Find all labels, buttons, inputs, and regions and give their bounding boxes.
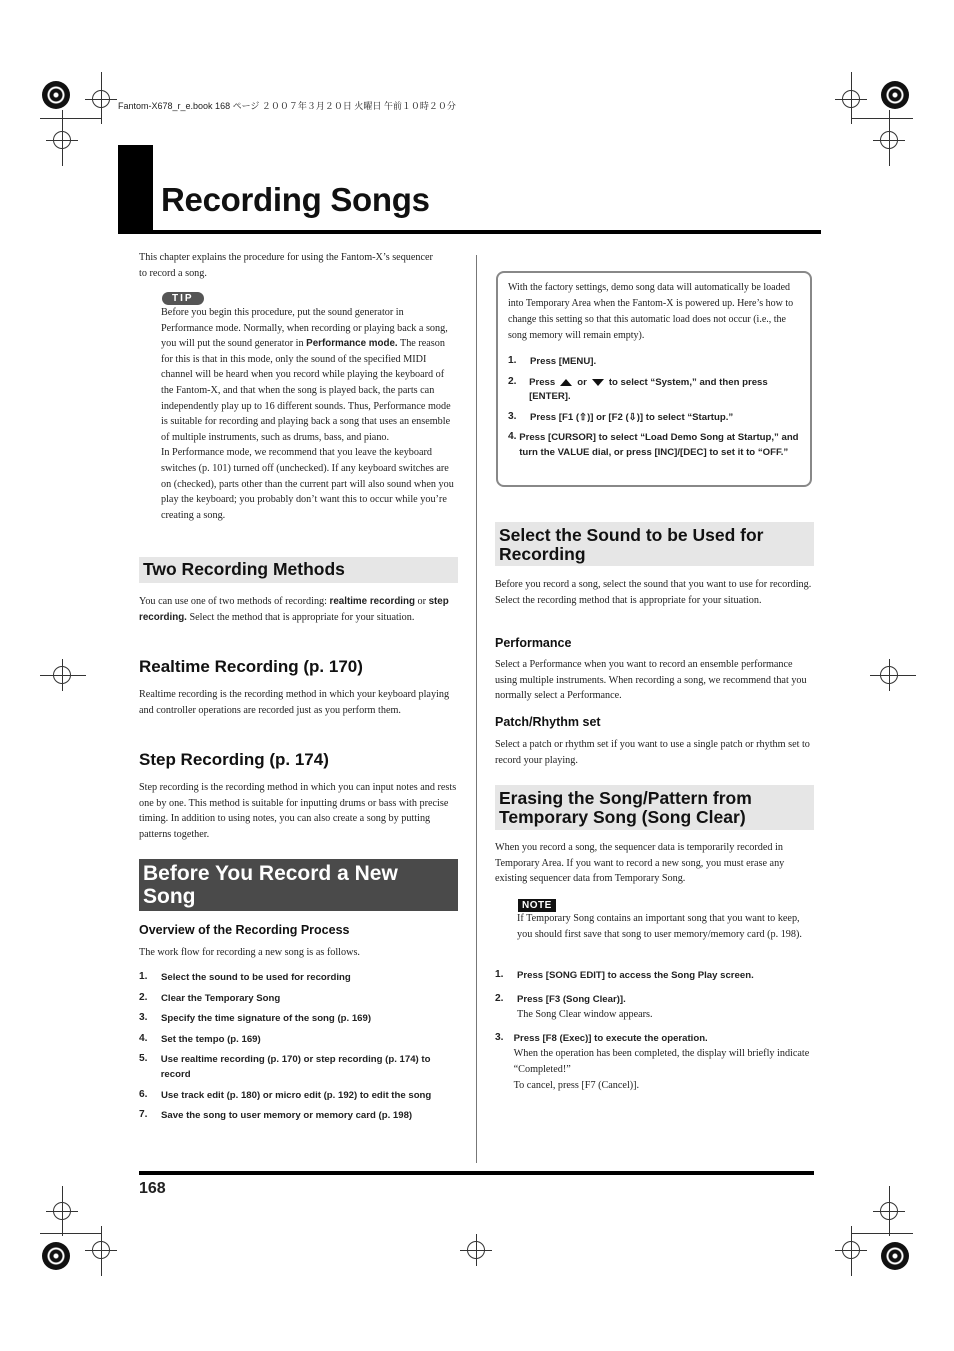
down-arrow-icon bbox=[592, 379, 604, 386]
select-sound-text: Before you record a song, select the sound that you want to use for recording. Select the recording method that is appropriate for your situation. bbox=[495, 579, 812, 606]
erasing-heading: Erasing the Song/Pattern from Temporary Song (Song Clear) bbox=[499, 788, 752, 827]
performance-heading: Performance bbox=[495, 636, 572, 650]
erasing-text: When you record a song, the sequencer data is temporarily recorded in Temporary Area. If you want to record a new song, you must erase any existing sequencer data from Temporary Song. bbox=[495, 842, 785, 885]
chapter-marker bbox=[118, 145, 153, 233]
list-item: 3. Press [F1 (⇧)] or [F2 (⇩)] to select “Startup.” bbox=[508, 410, 734, 423]
page-number: 168 bbox=[139, 1180, 166, 1197]
tip-badge: TIP bbox=[162, 288, 204, 306]
overview-steps bbox=[139, 971, 459, 1124]
registration-mark-icon bbox=[42, 1242, 70, 1270]
step-recording-heading: Step Recording (p. 174) bbox=[139, 750, 329, 769]
note-badge: NOTE bbox=[518, 895, 556, 913]
file-header: Fantom-X678_r_e.book 168 ページ ２００７年３月２０日 火曜日 午前１０時２０分 bbox=[118, 101, 456, 111]
two-methods-text: You can use one of two methods of recording: realtime recording or step recording. Select the method that is appropriate for your situation. bbox=[139, 596, 449, 623]
erasing-section-header bbox=[495, 785, 814, 830]
overview-heading: Overview of the Recording Process bbox=[139, 923, 350, 937]
list-item: 1. Press [MENU]. bbox=[508, 355, 597, 367]
realtime-heading: Realtime Recording (p. 170) bbox=[139, 657, 363, 676]
chapter-rule bbox=[118, 230, 821, 234]
demo-box-text: With the factory settings, demo song data will automatically be loaded into Temporary Area when the Fantom-X is powered up. Here’s how to change this setting so that this automatic load does not occur (i.e., the song memory will remain empty). bbox=[508, 282, 794, 341]
registration-mark-icon bbox=[881, 81, 909, 109]
performance-text: Select a Performance when you want to record an ensemble performance using multiple instruments. When recording a song, we recommend that you normally select a Performance. bbox=[495, 659, 807, 702]
list-item: 2. Press [F3 (Song Clear)]. The Song Clear window appears. bbox=[495, 992, 653, 1021]
list-item: 2. Press or to select “System,” and then press [ENTER]. bbox=[508, 375, 768, 403]
list-item: 3. Press [F8 (Exec)] to execute the operation. When the operation has been completed, the display will briefly indicate “Completed!” To cancel, press [F7 (Cancel)]. bbox=[495, 1031, 810, 1091]
list-item: 3. Specify the time signature of the song (p. 169) bbox=[139, 1012, 372, 1025]
list-item: 1. Press [SONG EDIT] to access the Song Play screen. bbox=[495, 969, 754, 981]
list-item: 5. Use realtime recording (p. 170) or step recording (p. 174) to record bbox=[139, 1053, 431, 1080]
list-item: 1. Select the sound to be used for recording bbox=[139, 971, 351, 983]
column-divider bbox=[476, 255, 477, 1163]
two-methods-heading: Two Recording Methods bbox=[143, 559, 345, 579]
list-item: 6. Use track edit (p. 180) or micro edit (p. 192) to edit the song bbox=[139, 1088, 432, 1101]
realtime-text: Realtime recording is the recording method in which your keyboard playing and controller operations are recorded just as you perform them. bbox=[139, 689, 450, 716]
overview-text: The work flow for recording a new song is as follows. bbox=[139, 947, 360, 958]
chapter-title: Recording Songs bbox=[161, 181, 430, 218]
intro-paragraph: This chapter explains the procedure for using the Fantom-X’s sequencer to record a song. bbox=[139, 252, 433, 279]
step-recording-text: Step recording is the recording method in which you can input notes and rests one by one. This method is suitable for inputting drums or bass with precise timing. In addition to using notes, you can also create a song by putting patterns together. bbox=[139, 782, 457, 840]
select-sound-section-header bbox=[495, 522, 814, 566]
before-record-section-header bbox=[139, 859, 458, 911]
registration-mark-icon bbox=[42, 81, 70, 109]
list-item: 7. Save the song to user memory or memory card (p. 198) bbox=[139, 1109, 413, 1122]
registration-mark-icon bbox=[881, 1242, 909, 1270]
select-sound-heading: Select the Sound to be Used for Recording bbox=[499, 525, 764, 564]
list-item: 4. Press [CURSOR] to select “Load Demo Song at Startup,” and turn the VALUE dial, or press [INC]/[DEC] to set it to “OFF.” bbox=[508, 431, 799, 458]
list-item: 2. Clear the Temporary Song bbox=[139, 991, 281, 1004]
before-record-heading: Before You Record a New Song bbox=[143, 862, 398, 908]
patch-rhythm-heading: Patch/Rhythm set bbox=[495, 715, 601, 729]
crosshair-mark-icon bbox=[467, 1241, 485, 1259]
demo-song-box bbox=[496, 271, 812, 487]
footer-rule bbox=[139, 1171, 814, 1175]
up-arrow-icon bbox=[560, 379, 572, 386]
note-text: If Temporary Song contains an important song that you want to keep, you should first save that song to user memory/memory card (p. 198). bbox=[517, 913, 802, 940]
patch-rhythm-text: Select a patch or rhythm set if you want to use a single patch or rhythm set to record your playing. bbox=[495, 739, 810, 766]
tip-text: Before you begin this procedure, put the sound generator in Performance mode. Normally, when recording or playing back a song, you will put the sound generator in Performance mode. The reason for this is that in this mode, only the sound of the specified MIDI channel will be heard when you record while playing the keyboard of the Fantom-X, and that when the song is played back, the parts can independently play up to 16 different sounds. Thus, Performance mode is suitable for recording and playing back a song that uses an ensemble of multiple instruments, such as drums, bass, and piano. In Performance mode, we recommend that you leave the keyboard switches (p. 101) turned off (unchecked). If any keyboard switches are on (checked), parts other than the current part will also sound when you play the keyboard; you probably don’t want this to occur while you’re creating a song. bbox=[161, 307, 454, 521]
erasing-steps bbox=[495, 969, 815, 1093]
two-methods-section-header bbox=[139, 557, 458, 583]
list-item: 4. Set the tempo (p. 169) bbox=[139, 1032, 261, 1045]
